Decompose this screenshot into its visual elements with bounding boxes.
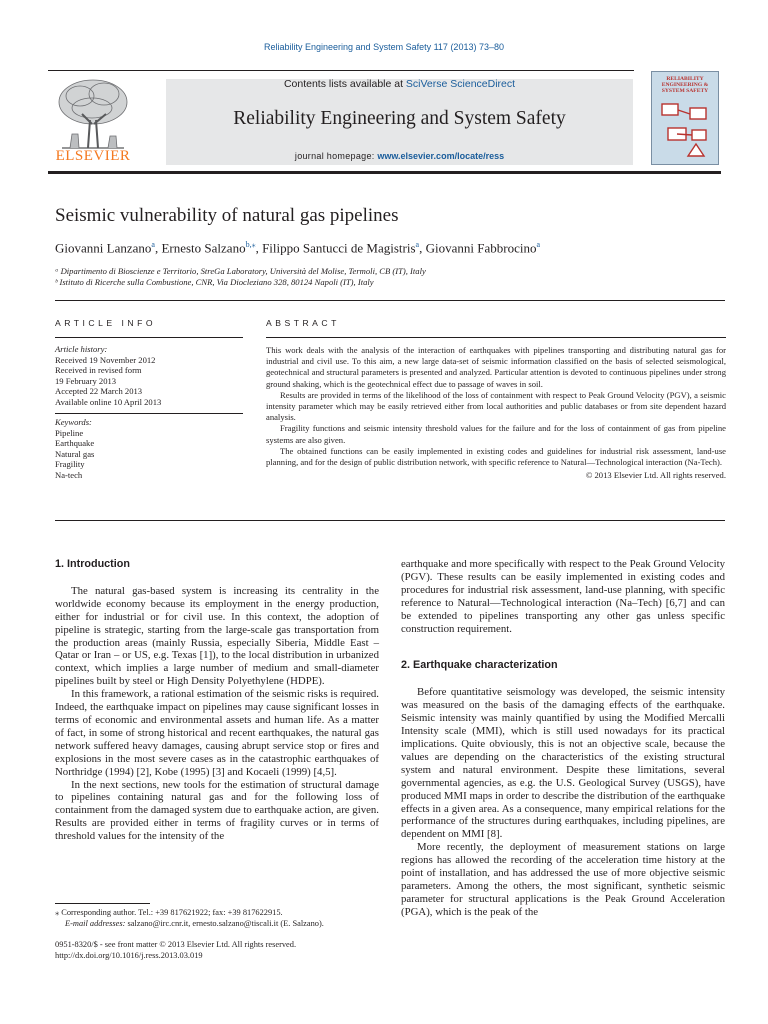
- keyword: Pipeline: [55, 427, 84, 438]
- history-item: Available online 10 April 2013: [55, 396, 162, 407]
- journal-homepage: [166, 151, 633, 161]
- abstract-copyright: © 2013 Elsevier Ltd. All rights reserved.: [585, 470, 726, 481]
- body-paragraph: earthquake and more specifically with respect to the Peak Ground Velocity (PGV). These results can be easily implemented in existing codes and procedures for industrial risk assessment, land-use planning, with specific reference to Natural—Technological interaction (Na–Tech) [6,7] and can be extended to pipelines transporting any other gas unless specific construction requirement.: [401, 558, 725, 635]
- header-top-rule: [48, 70, 634, 71]
- history-item: 19 February 2013: [55, 375, 117, 386]
- title-block-rule: [55, 300, 725, 301]
- author-name[interactable]: Filippo Santucci de Magistris: [262, 240, 416, 256]
- author-name[interactable]: Giovanni Fabbrocino: [425, 240, 537, 256]
- doi-link[interactable]: http://dx.doi.org/10.1016/j.ress.2013.03.019: [55, 950, 203, 960]
- abstract-heading: ABSTRACT: [266, 318, 340, 328]
- email-note: [65, 919, 324, 930]
- keywords-rule: [55, 413, 243, 414]
- article-history: [55, 344, 161, 407]
- abstract-paragraph: This work deals with the analysis of the interaction of earthquakes with pipelines transporting and distributing natural gas for industrial and civil use. To this aim, a new large data-set of seismic information classified on the basis of selected seismological, geotechnical and structural parameters is presented and analyzed. Particular attention is devoted to continuous pipelines under strong ground shaking, which is the geotechnical effect due to passage of waves in soil.: [266, 345, 726, 389]
- journal-cover[interactable]: [651, 71, 719, 165]
- contents-prefix: Contents lists available at: [283, 78, 406, 90]
- author-separator: ,: [154, 240, 162, 256]
- author-affiliation-mark[interactable]: a: [415, 240, 420, 249]
- cover-title: RELIABILITY ENGINEERING & SYSTEM SAFETY: [661, 76, 709, 94]
- affiliation-a: ᵃ Dipartimento di Bioscienze e Territorio, StreGa Laboratory, Università del Molise, Termoli, CB (IT), Italy: [55, 266, 426, 276]
- section-1-heading: 1. Introduction: [55, 558, 130, 570]
- cover-diagram-icon: [658, 100, 712, 160]
- body-paragraph: In this framework, a rational estimation of the seismic risks is required. Indeed, the earthquake impact on pipelines may cause significant losses in terms of economic and environmental assets and human life. As a matter of fact, in some of strong historical and recent earthquakes, the natural gas network suffered heavy damages, causing abrupt service stop or fires and explosions in the most severe cases as in the catastrophic earthquakes of Northridge (1994) [2], Kobe (1995) [3] and Kocaeli (1999) [4,5].: [55, 688, 379, 778]
- left-column: [55, 558, 379, 843]
- section-2-heading: 2. Earthquake characterization: [401, 659, 558, 672]
- homepage-link[interactable]: www.elsevier.com/locate/ress: [377, 151, 505, 161]
- homepage-prefix: journal homepage:: [294, 151, 378, 161]
- abstract-text: [266, 345, 726, 481]
- article-title: Seismic vulnerability of natural gas pipelines: [55, 205, 399, 226]
- abstract-paragraph: The obtained functions can be easily implemented in existing codes and guidelines for industrial risk assessment, land-use planning, and for the design of public distribution network, with specific reference to Natural—Technological interaction (Na-Tech).: [266, 445, 726, 468]
- journal-citation[interactable]: Reliability Engineering and System Safety 117 (2013) 73–80: [264, 42, 504, 52]
- abstract-bottom-rule: [55, 520, 725, 521]
- journal-title: Reliability Engineering and System Safety: [233, 108, 566, 129]
- keyword: Natural gas: [55, 448, 95, 459]
- author-affiliation-mark[interactable]: a: [536, 240, 541, 249]
- author-name[interactable]: Ernesto Salzano: [161, 240, 246, 256]
- keywords-label: Keywords:: [55, 417, 92, 427]
- author-name[interactable]: Giovanni Lanzano: [55, 240, 152, 256]
- body-paragraph: More recently, the deployment of measurement stations on large regions has allowed the recording of the acceleration time history at the point of installation, and has addressed the use of more objective seismic parameters. Among the others, the most significant, synthetic seismic parameter for structural applications is the Peak Ground Acceleration (PGA), which is the peak of the: [401, 841, 725, 918]
- right-column: [401, 558, 725, 919]
- author-affiliation-mark[interactable]: b,⁎: [245, 240, 256, 249]
- contents-line: [166, 78, 633, 90]
- elsevier-wordmark: ELSEVIER: [55, 148, 131, 164]
- abstract-paragraph: Results are provided in terms of the likelihood of the loss of containment with respect to Peak Ground Velocity (PGV), a seismic intensity parameter which may be easily retrieved either from local authorities and public databases or from site dependent hazard analysis.: [266, 389, 726, 423]
- issn-line: 0951-8320/$ - see front matter © 2013 Elsevier Ltd. All rights reserved.: [55, 940, 297, 949]
- keyword: Fragility: [55, 459, 85, 469]
- article-info-heading: ARTICLE INFO: [55, 318, 157, 328]
- corresponding-author-note: ⁎ Corresponding author. Tel.: +39 817621922; fax: +39 817622915.: [55, 908, 283, 917]
- history-label: Article history:: [55, 344, 108, 354]
- affiliation-b: ᵇ Istituto di Ricerche sulla Combustione, CNR, Via Diocleziano 328, 80124 Napoli (IT), Italy: [55, 277, 374, 287]
- body-paragraph: In the next sections, new tools for the estimation of structural damage to pipelines containing natural gas and for the following loss of containment from the damaged system due to earthquake action, are given. Results are provided either in terms of fragility curves or in terms of threshold values for the intensity of the: [55, 778, 379, 843]
- keyword: Na-tech: [55, 469, 83, 480]
- abstract-paragraph: Fragility functions and seismic intensity threshold values for the failure and for the loss of containment of gas from pipeline systems are also given.: [266, 423, 726, 445]
- author-list: [55, 240, 540, 256]
- keyword: Earthquake: [55, 438, 95, 448]
- email-addresses[interactable]: salzano@irc.cnr.it, ernesto.salzano@tiscali.it (E. Salzano).: [125, 919, 324, 928]
- article-info-rule: [55, 337, 243, 338]
- elsevier-tree-logo-icon: [52, 74, 134, 158]
- sciencedirect-link[interactable]: SciVerse ScienceDirect: [405, 78, 516, 90]
- author-separator: ,: [255, 240, 263, 256]
- history-item: Received 19 November 2012: [55, 354, 156, 365]
- front-matter-meta: [55, 940, 296, 961]
- footnote-rule: [55, 903, 150, 904]
- body-paragraph: Before quantitative seismology was developed, the seismic intensity was measured on the basis of the damaging effects of the earthquake. Seismic intensity was mainly quantified by using the Modified Mercalli Intensity scale (MMI), which is still used nowadays for its practical implications. Quite obviously, this is not an objective scale, because the values are depending on the characteristics of the existing structural system and natural environment. Despite these limitations, several governmental agencies, as e.g. the U.S. Geological Survey (USGS), have produced MMI maps in order to describe the distribution of the earthquake effects in a given area. As a consequence, many empirical relations for the performance of the structures during earthquakes, including pipelines, are dependent on MMI [8].: [401, 686, 725, 841]
- body-paragraph: The natural gas-based system is increasing its centrality in the worldwide economy because its employment in the energy production, either for industrial or for civil use. In this context, the adoption of pipeline is strategic, starting from the large-scale gas transportation from the production areas (mainly Russia, especially Siberia, Middle East – Qatar or Iran – or US, e.g. Texas [1]), to the local distribution in urbanized context, which implies a large number of medium and small-diameter pipelines built by steel or High Density Polyethylene (HDPE).: [55, 584, 379, 688]
- abstract-top-rule: [266, 337, 726, 338]
- header-bottom-rule: [48, 171, 721, 174]
- keywords: [55, 417, 94, 480]
- email-label: E-mail addresses:: [65, 919, 126, 928]
- author-separator: ,: [419, 240, 426, 256]
- history-item: Received in revised form: [55, 365, 142, 375]
- history-item: Accepted 22 March 2013: [55, 386, 143, 396]
- author-affiliation-mark[interactable]: a: [151, 240, 155, 249]
